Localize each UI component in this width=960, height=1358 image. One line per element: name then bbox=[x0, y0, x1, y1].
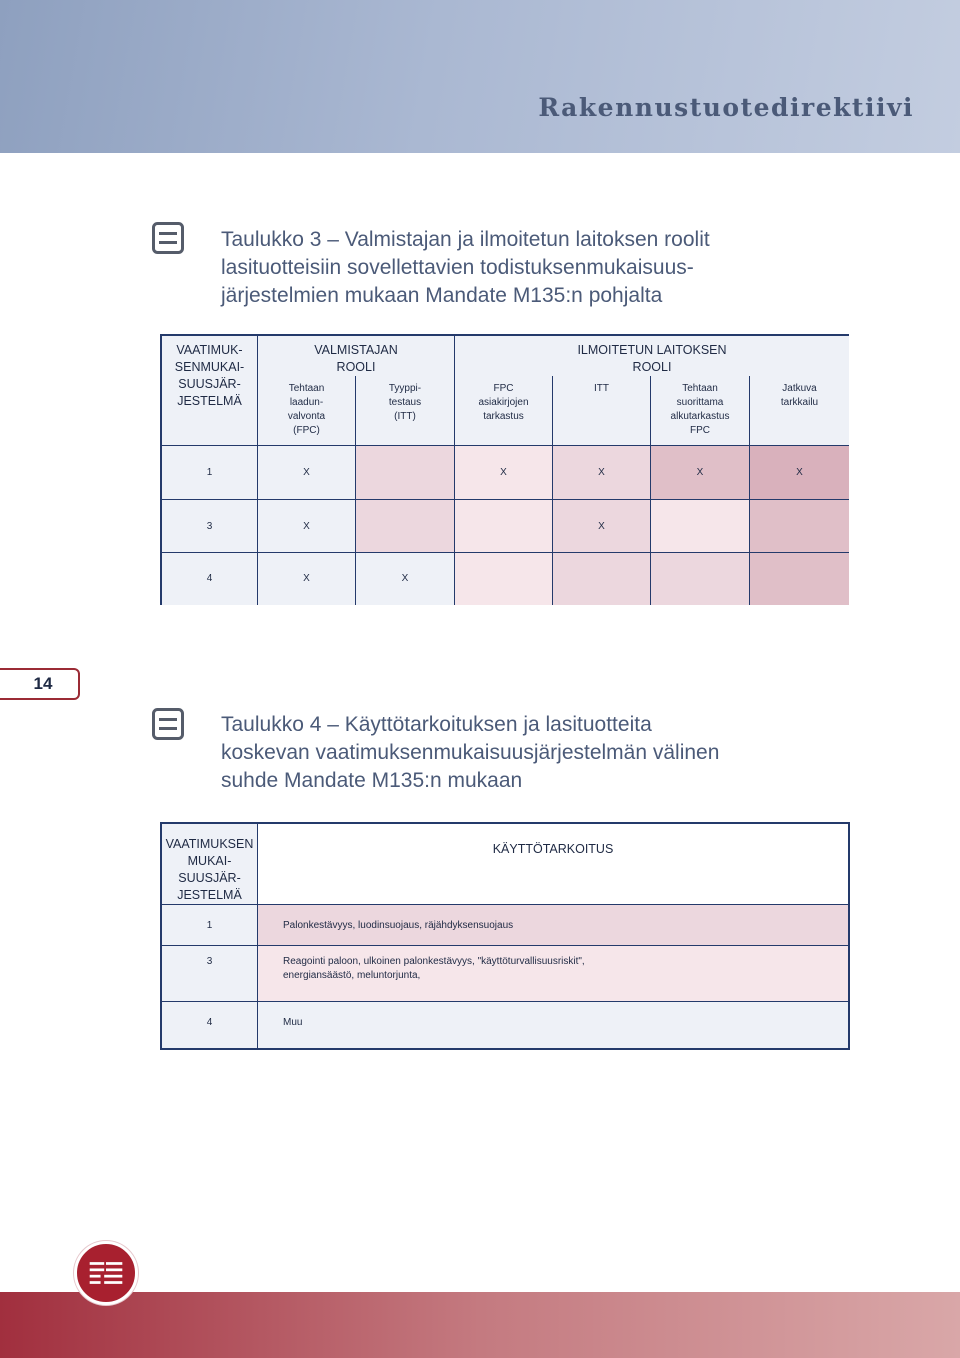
table3-row-cell bbox=[258, 553, 356, 605]
table3-header-system-line: JESTELMÄ bbox=[177, 394, 242, 408]
table4-header-system-line: SUUSJÄR- bbox=[178, 871, 241, 885]
table3-header-notified-body-role-line: ROOLI bbox=[632, 360, 672, 374]
table4-row-purpose bbox=[258, 1002, 848, 1048]
table3-row-cell bbox=[651, 553, 750, 605]
table4-caption-line: suhde Mandate M135:n mukaan bbox=[221, 769, 523, 792]
table3-row-cell bbox=[750, 446, 849, 500]
table3-subheader-line: tarkkailu bbox=[780, 397, 819, 408]
footer-band bbox=[0, 1292, 960, 1358]
table3-caption-line: Taulukko 3 – Valmistajan ja ilmoitetun laitoksen roolit bbox=[221, 228, 710, 251]
table3-subheader bbox=[651, 376, 750, 446]
table3-row-cell bbox=[651, 500, 750, 553]
table3-subheader-line: Tehtaan bbox=[288, 383, 325, 394]
table3-row-cell-line: X bbox=[598, 467, 605, 478]
table3-row-cell bbox=[356, 553, 455, 605]
table3-subheader-line: valvonta bbox=[287, 411, 326, 422]
table4-row-system bbox=[162, 946, 258, 1002]
table3-subheader-line: ITT bbox=[594, 383, 609, 394]
table3-subheader-line: Tyyppi- bbox=[388, 383, 422, 394]
table3-row-cell-line: X bbox=[303, 521, 310, 532]
table4-row-system-line: 4 bbox=[206, 1017, 213, 1028]
table3-header-system-line: SUUSJÄR- bbox=[178, 377, 241, 391]
table3-subheader bbox=[553, 376, 651, 446]
table3-row-cell bbox=[455, 500, 553, 553]
table4-row-system bbox=[162, 1002, 258, 1048]
table3-row-system-line: 3 bbox=[206, 521, 213, 532]
table4-row-system-line: 1 bbox=[206, 920, 213, 931]
table3-subheader-line: (ITT) bbox=[394, 411, 416, 422]
table3-row-system bbox=[162, 500, 258, 553]
table3-caption bbox=[221, 226, 861, 310]
table3-row-cell-line: X bbox=[303, 573, 310, 584]
table4-header-system-line: MUKAI- bbox=[187, 854, 232, 868]
table3-row-cell-line: X bbox=[598, 521, 605, 532]
table3-subheader bbox=[356, 376, 455, 446]
table4-header-purpose bbox=[258, 824, 848, 905]
table4-header-system-line: JESTELMÄ bbox=[177, 888, 242, 902]
table3-header-system bbox=[162, 336, 258, 446]
table3-row-system-line: 4 bbox=[206, 573, 213, 584]
table3-subheader-line: laadun- bbox=[289, 397, 324, 408]
table4-caption-line: Taulukko 4 – Käyttötarkoituksen ja lasituotteita bbox=[221, 713, 652, 736]
table4-row-purpose-line: Muu bbox=[283, 1017, 303, 1028]
logo-mark bbox=[74, 1241, 138, 1305]
table-icon bbox=[152, 708, 184, 740]
page-header-title: Rakennustuotedirektiivi bbox=[538, 93, 914, 122]
table3-header-system-line: SENMUKAI- bbox=[174, 360, 245, 374]
table3-row-cell-line: X bbox=[303, 467, 310, 478]
table4-header-system bbox=[162, 824, 258, 905]
table3-caption-line: lasituotteisiin sovellettavien todistuksenmukaisuus- bbox=[221, 256, 694, 279]
table3-subheader-line: FPC bbox=[493, 383, 514, 394]
table3-subheader bbox=[455, 376, 553, 446]
table3-subheader-line: asiakirjojen bbox=[478, 397, 529, 408]
table3-row-system bbox=[162, 446, 258, 500]
table3-subheader-line: testaus bbox=[388, 397, 422, 408]
page-header-band bbox=[0, 0, 960, 153]
table3-row-cell-line: X bbox=[500, 467, 507, 478]
table3-subheader-line: tarkastus bbox=[483, 411, 524, 422]
table4-row-purpose-line: energiansäästö, meluntorjunta, bbox=[283, 970, 421, 981]
table3-subheader-line: alkutarkastus bbox=[670, 411, 730, 422]
table3-row-cell bbox=[553, 446, 651, 500]
table3-row-cell bbox=[750, 500, 849, 553]
table3-row-cell bbox=[258, 446, 356, 500]
table4-caption bbox=[221, 711, 861, 795]
table3-subheader-line: suorittama bbox=[676, 397, 724, 408]
table4-row-system bbox=[162, 905, 258, 946]
table3-row-cell-line: X bbox=[696, 467, 704, 478]
table3-row-cell bbox=[553, 500, 651, 553]
table3-header-system-line: VAATIMUK- bbox=[176, 343, 243, 357]
page-number: 14 bbox=[0, 668, 80, 700]
table4-header-system-line: VAATIMUKSEN bbox=[165, 837, 254, 851]
table3-subheader-line: Tehtaan bbox=[682, 383, 718, 394]
table3-row-system bbox=[162, 553, 258, 605]
table3-row-cell bbox=[553, 553, 651, 605]
table3-row-cell bbox=[455, 553, 553, 605]
table4-header-purpose-line: KÄYTTÖTARKOITUS bbox=[492, 842, 614, 856]
table-icon bbox=[152, 222, 184, 254]
table3-row-cell bbox=[750, 553, 849, 605]
table3-row-cell bbox=[356, 446, 455, 500]
table4-caption-line: koskevan vaatimuksenmukaisuusjärjestelmän välinen bbox=[221, 741, 720, 764]
table4-row-purpose bbox=[258, 905, 848, 946]
table4-row-purpose-line: Reagointi paloon, ulkoinen palonkestävyys, "käyttöturvallisuusriskit", bbox=[283, 956, 585, 967]
table3-subheader-line: Jatkuva bbox=[782, 383, 817, 394]
table3-subheader-line: FPC bbox=[690, 425, 710, 436]
table3-subheader bbox=[258, 376, 356, 446]
table4-row-purpose bbox=[258, 946, 848, 1002]
table3-subheader bbox=[750, 376, 849, 446]
table3-header-manufacturer-role-line: ROOLI bbox=[336, 360, 376, 374]
table3-row-cell bbox=[651, 446, 750, 500]
table4-row-purpose-line: Palonkestävyys, luodinsuojaus, räjähdyksensuojaus bbox=[283, 920, 514, 931]
table3-header-manufacturer-role-line: VALMISTAJAN bbox=[314, 343, 398, 357]
table3-header-notified-body-role-line: ILMOITETUN LAITOKSEN bbox=[577, 343, 727, 357]
table4-row-system-line: 3 bbox=[206, 956, 213, 967]
table3-row-cell-line: X bbox=[401, 573, 409, 584]
table3-row-system-line: 1 bbox=[206, 467, 213, 478]
table3-row-cell bbox=[258, 500, 356, 553]
table3-row-cell-line: X bbox=[796, 467, 803, 478]
table3-subheader-line: (FPC) bbox=[293, 425, 320, 436]
table3-row-cell bbox=[455, 446, 553, 500]
table3-caption-line: järjestelmien mukaan Mandate M135:n pohjalta bbox=[221, 284, 663, 307]
table3-row-cell bbox=[356, 500, 455, 553]
